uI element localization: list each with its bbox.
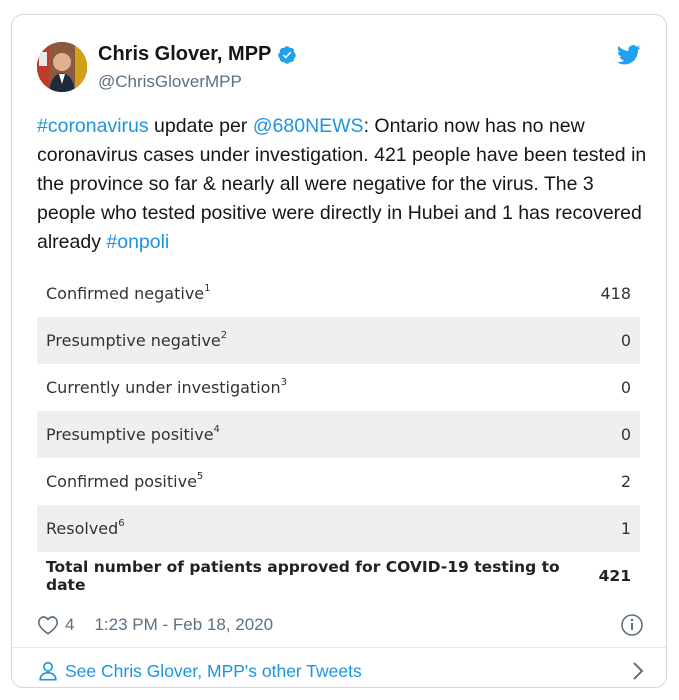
row-value: 1	[620, 519, 631, 538]
tweet-text-part-1: update per	[148, 115, 253, 137]
like-count[interactable]: 4	[65, 615, 75, 634]
table-row	[37, 364, 640, 411]
person-icon	[37, 660, 59, 682]
case-status-table	[37, 270, 640, 599]
timestamp[interactable]: 1:23 PM - Feb 18, 2020	[94, 615, 274, 634]
row-value: 0	[620, 425, 631, 444]
footnote-marker: 4	[213, 423, 220, 435]
total-value: 421	[598, 566, 631, 585]
tweet-meta	[37, 610, 642, 640]
table-total-row	[37, 552, 640, 599]
table-row	[37, 458, 640, 505]
row-label: Presumptive negative$^2$	[46, 329, 228, 350]
author-handle[interactable]: @ChrisGloverMPP	[98, 72, 242, 91]
avatar[interactable]	[37, 42, 87, 92]
see-other-tweets-label[interactable]: See Chris Glover, MPP's other Tweets	[65, 660, 362, 681]
table-row	[37, 270, 640, 317]
footnote-marker: 1	[204, 282, 211, 294]
verified-badge-icon	[277, 45, 297, 65]
row-value: 2	[620, 472, 631, 491]
table-row	[37, 411, 640, 458]
heart-icon[interactable]	[37, 615, 59, 635]
hashtag-onpoli[interactable]: #onpoli	[106, 231, 170, 253]
display-name[interactable]	[98, 43, 297, 66]
tweet-text	[37, 112, 647, 257]
tweet-text-part-2: : Ontario now has no new coronavirus cases under investigation. 421 people have been tested in the province so far & nearly all were negative for the virus. The 3 people who tested positive were directly in Hubei and 1 has recovered already	[37, 115, 647, 253]
tweet-card	[11, 14, 667, 688]
footnote-marker: 2	[220, 329, 228, 341]
row-label: Currently under investigation$^3$	[46, 376, 287, 397]
avatar-image	[37, 42, 87, 92]
footnote-marker: 5	[196, 470, 204, 482]
row-value: 418	[600, 284, 631, 303]
divider	[12, 647, 666, 648]
display-name-text[interactable]: Chris Glover, MPP	[98, 43, 272, 65]
table-row	[37, 317, 640, 364]
footnote-marker: 3	[280, 376, 287, 388]
footnote-marker: 6	[118, 517, 125, 529]
row-label: Confirmed negative$^1$	[46, 282, 211, 303]
row-label: Confirmed positive$^5$	[46, 470, 204, 491]
info-icon[interactable]	[620, 613, 644, 637]
row-label: Resolved$^6$	[46, 517, 125, 538]
row-value: 0	[620, 378, 631, 397]
mention-680news[interactable]: @680NEWS	[252, 115, 364, 137]
see-other-tweets-link[interactable]	[37, 651, 647, 691]
total-label: Total number of patients approved for COVID-19 testing to date	[46, 557, 560, 594]
row-value: 0	[620, 331, 631, 350]
table-row	[37, 505, 640, 552]
row-label: Presumptive positive$^4$	[46, 423, 220, 444]
twitter-bird-icon[interactable]	[617, 44, 641, 66]
chevron-right-icon[interactable]	[629, 660, 647, 682]
hashtag-coronavirus[interactable]: #coronavirus	[37, 115, 149, 137]
